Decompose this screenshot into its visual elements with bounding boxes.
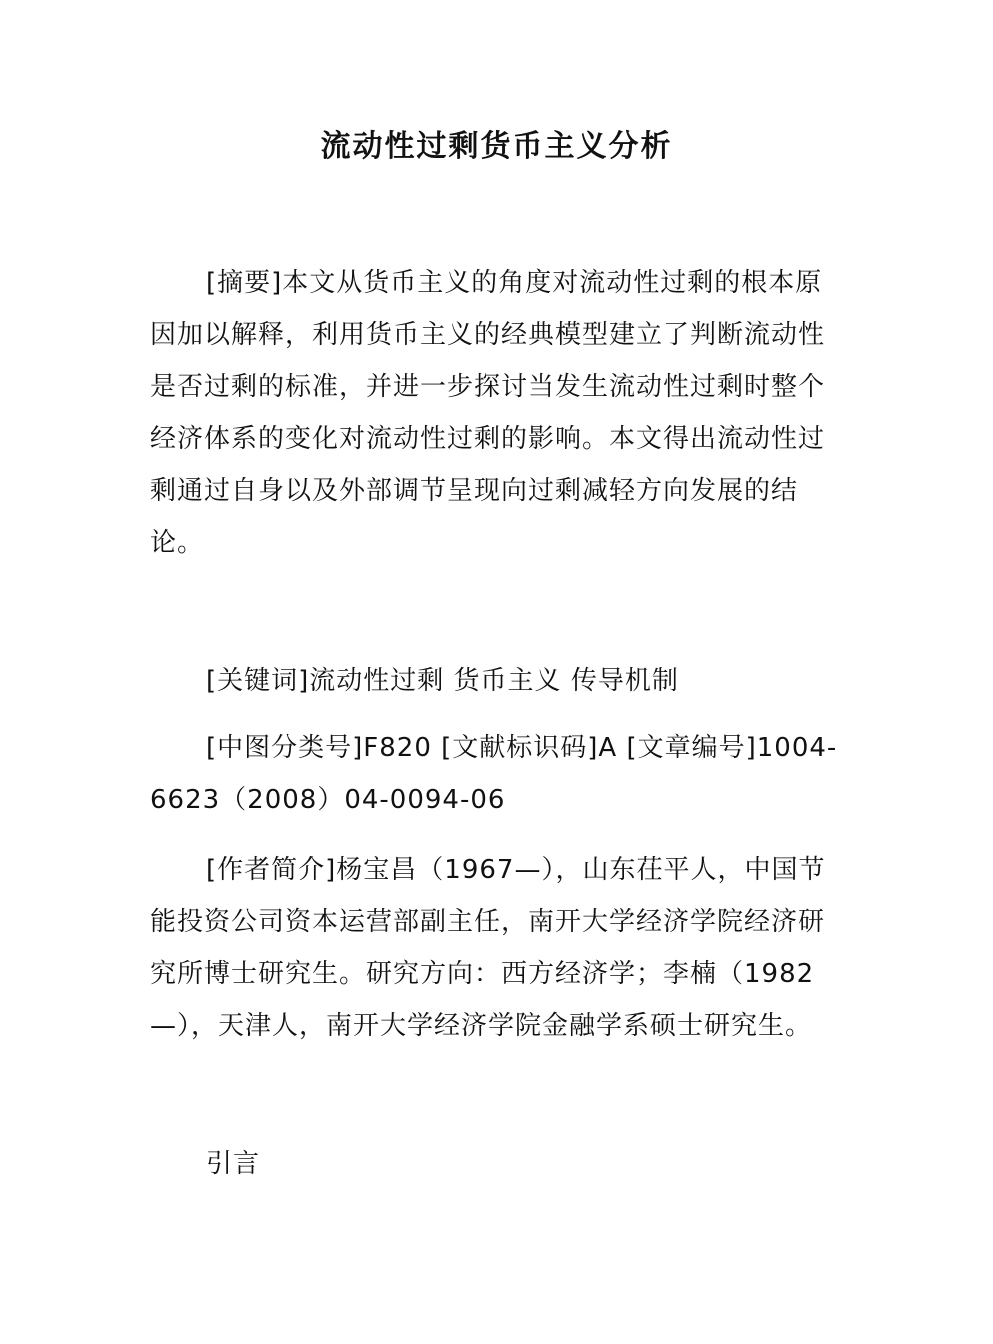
author-intro-paragraph: [作者简介]杨宝昌（1967—），山东茌平人，中国节能投资公司资本运营部副主任，南开大学经济学院经济研究所博士研究生。研究方向：西方经济学；李楠（1982—），天津人，南开大学经济学院金融学系硕士研究生。 [150,855,826,1041]
keywords-line: [关键词]流动性过剩 货币主义 传导机制 [206,666,679,696]
section-heading-introduction: 引言 [206,1149,261,1179]
classification-line: [中图分类号]F820 [文献标识码]A [文章编号]1004-6623（2008）04-0094-06 [150,733,838,815]
document-title: 流动性过剩货币主义分析 [320,129,673,164]
abstract-paragraph: [摘要]本文从货币主义的角度对流动性过剩的根本原因加以解释，利用货币主义的经典模型建立了判断流动性是否过剩的标准，并进一步探讨当发生流动性过剩时整个经济体系的变化对流动性过剩的影响。本文得出流动性过剩通过自身以及外部调节呈现向过剩减轻方向发展的结论。 [150,268,826,558]
